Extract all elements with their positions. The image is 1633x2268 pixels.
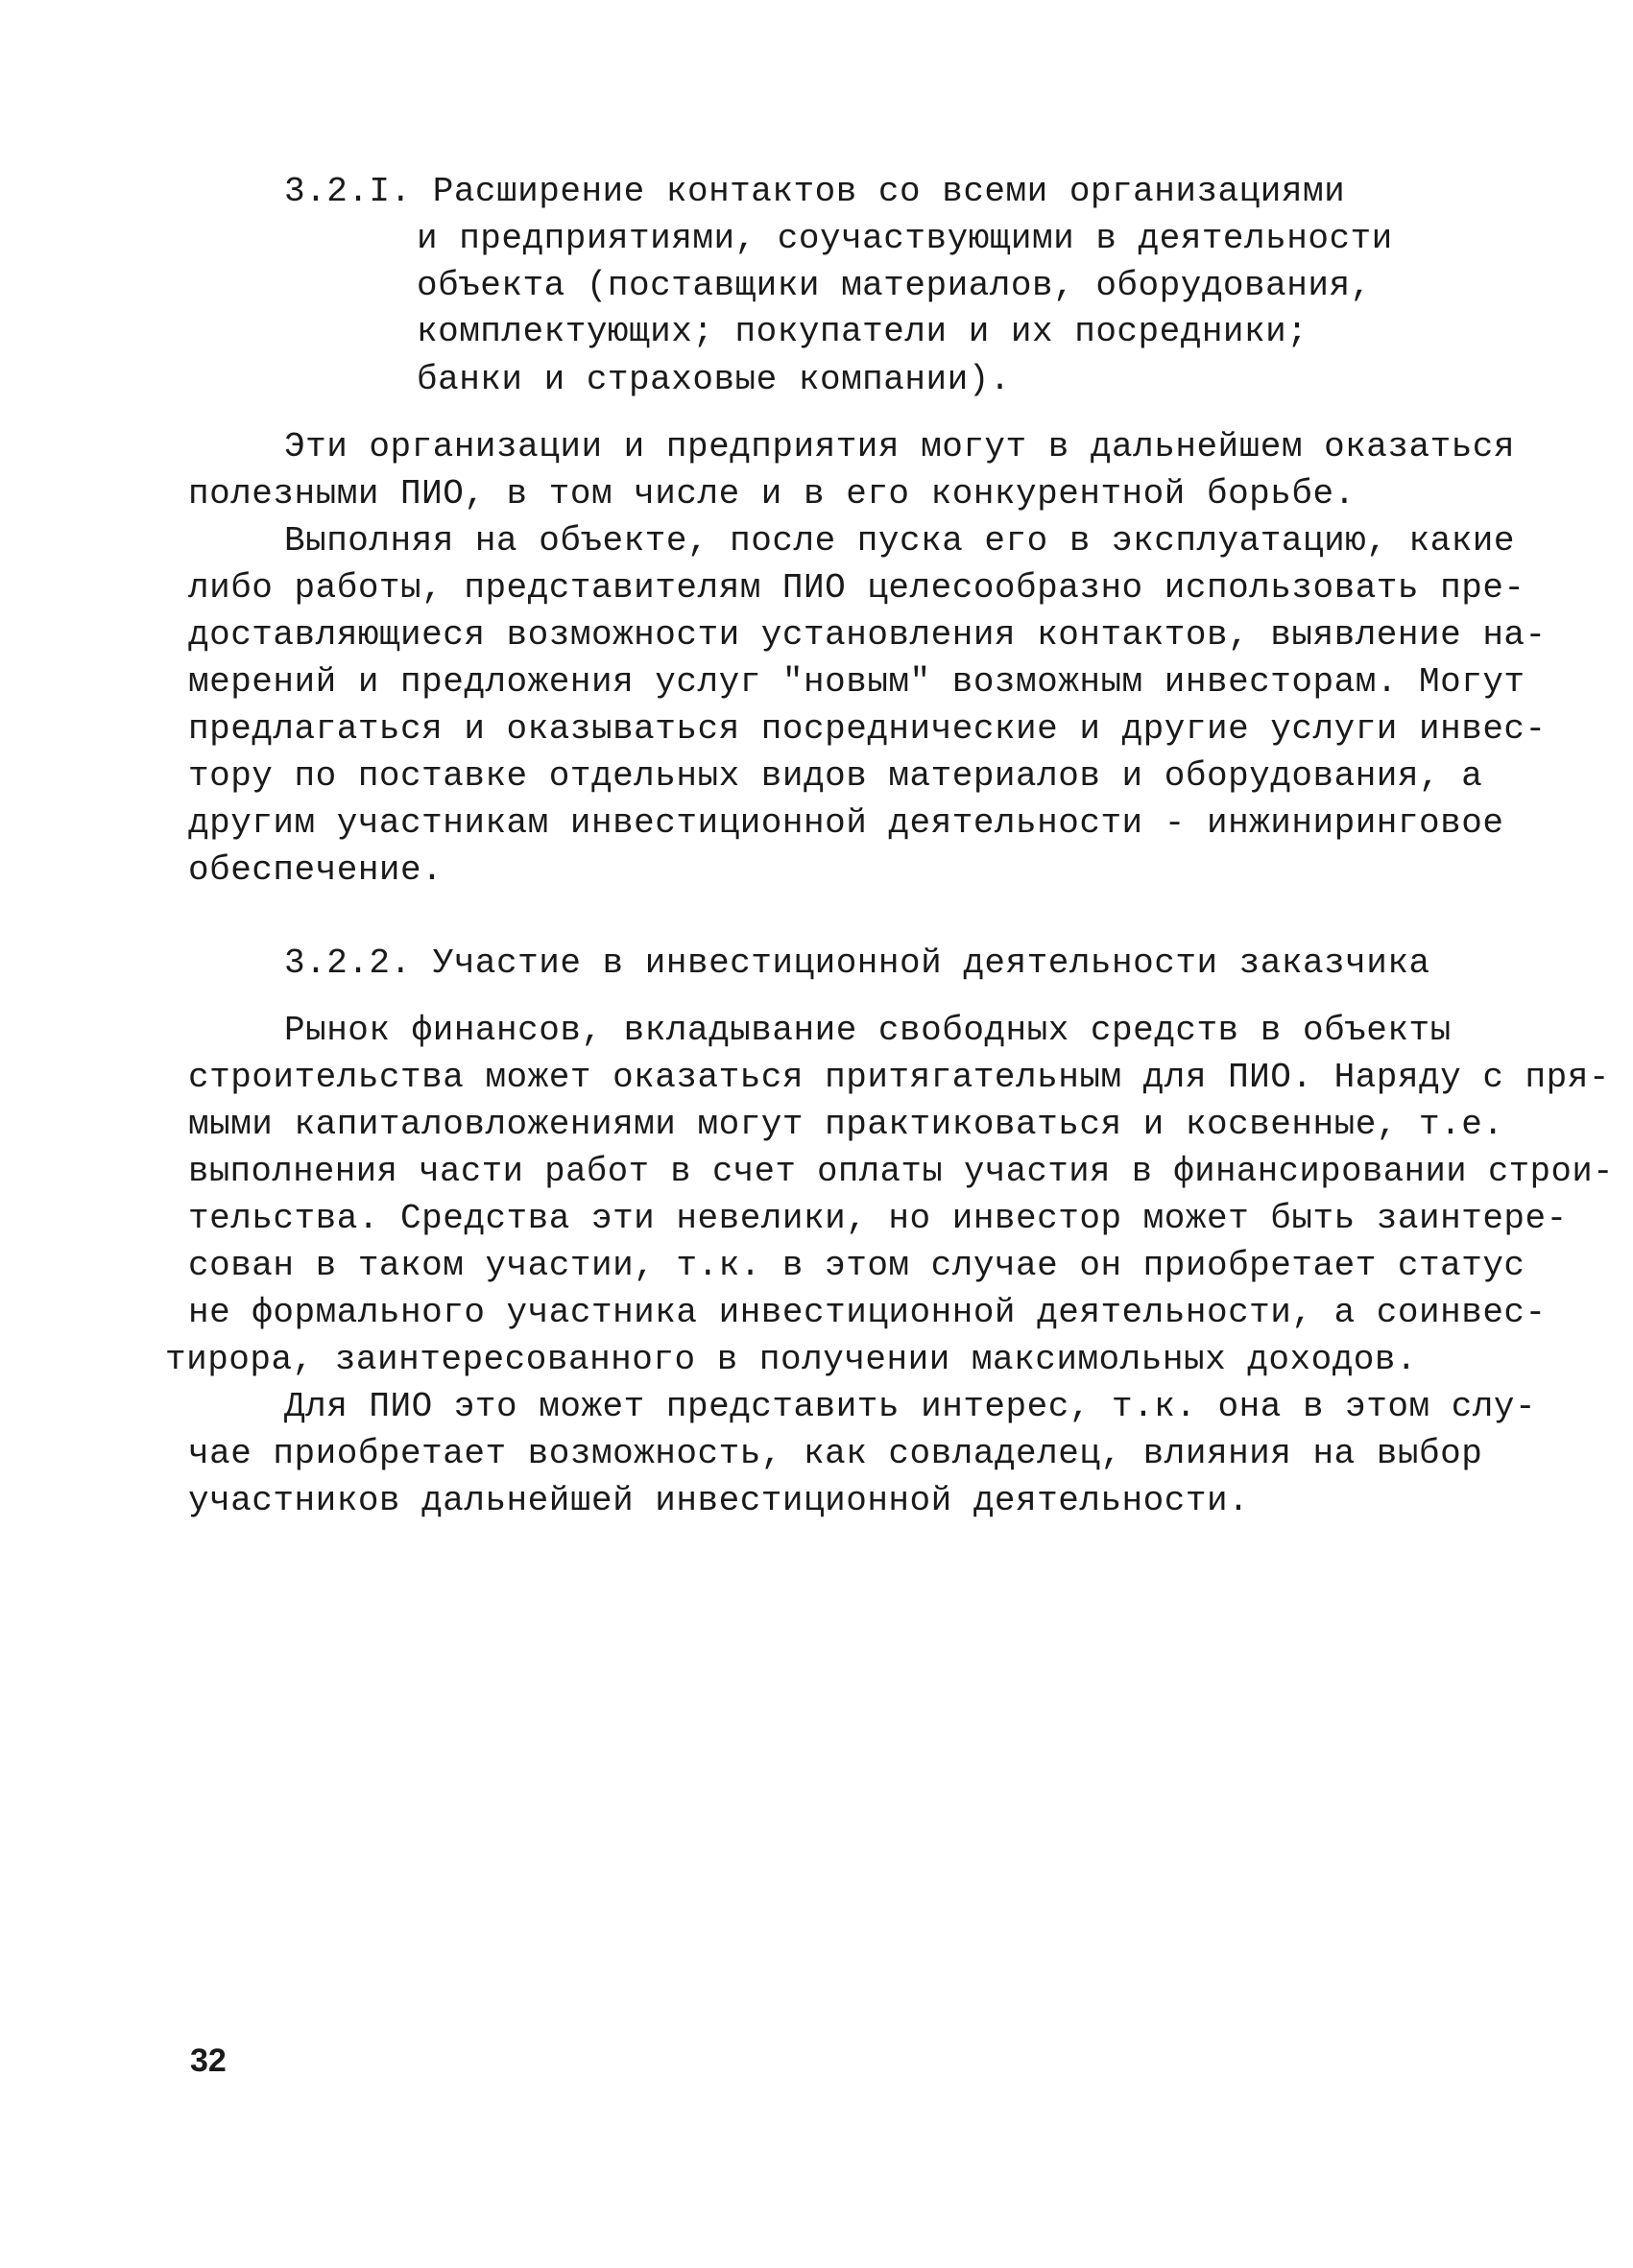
section-3-2-1-line-2: и предприятиями, соучаствующими в деятельности bbox=[417, 219, 1393, 258]
paragraph-2-line-6: тору по поставке отдельных видов материалов и оборудования, а bbox=[188, 756, 1483, 796]
paragraph-1-line-2: полезными ПИО, в том числе и в его конкурентной борьбе. bbox=[188, 474, 1356, 513]
paragraph-3-line-5: тельства. Средства эти невелики, но инвестор может быть заинтере- bbox=[188, 1199, 1568, 1238]
paragraph-1-line-1: Эти организации и предприятия могут в дальнейшем оказаться bbox=[284, 427, 1516, 466]
paragraph-4-line-1: Для ПИО это может представить интерес, т.к. она в этом слу- bbox=[284, 1387, 1537, 1426]
paragraph-3-line-3: мыми капиталовложениями могут практиковаться и косвенные, т.е. bbox=[188, 1105, 1504, 1144]
paragraph-3-line-6: сован в таком участии, т.к. в этом случае он приобретает статус bbox=[188, 1246, 1525, 1285]
paragraph-3-line-4: выполнения части работ в счет оплаты участия в финансировании строи- bbox=[188, 1152, 1615, 1191]
section-3-2-1-line-5: банки и страховые компании). bbox=[417, 360, 1011, 399]
paragraph-2-line-1: Выполняя на объекте, после пуска его в эксплуатацию, какие bbox=[284, 521, 1516, 561]
paragraph-3-line-2: строительства может оказаться притягательным для ПИО. Наряду с пря- bbox=[188, 1058, 1610, 1097]
paragraph-4-line-3: участников дальнейшей инвестиционной деятельности. bbox=[188, 1481, 1250, 1520]
page-number: 32 bbox=[190, 2042, 227, 2079]
paragraph-3-line-1: Рынок финансов, вкладывание свободных средств в объекты bbox=[284, 1011, 1452, 1050]
section-3-2-1-line-1: 3.2.I. Расширение контактов со всеми организациями bbox=[284, 172, 1346, 211]
section-3-2-1-line-4: комплектующих; покупатели и их посредники; bbox=[417, 312, 1309, 351]
paragraph-3-line-7: не формального участника инвестиционной деятельности, а соинвес- bbox=[188, 1293, 1547, 1332]
paragraph-2-line-2: либо работы, представителям ПИО целесообразно использовать пре- bbox=[188, 568, 1525, 608]
paragraph-2-line-4: мерений и предложения услуг "новым" возможным инвесторам. Могут bbox=[188, 662, 1525, 702]
paragraph-2-line-3: доставляющиеся возможности установления контактов, выявление на- bbox=[188, 615, 1547, 655]
paragraph-2-line-8: обеспечение. bbox=[188, 850, 444, 890]
paragraph-3-line-8: тирора, заинтересованного в получении максимольных доходов. bbox=[165, 1340, 1418, 1379]
section-3-2-1-line-3: объекта (поставщики материалов, оборудования, bbox=[417, 266, 1372, 305]
paragraph-2-line-7: другим участникам инвестиционной деятельности - инжиниринговое bbox=[188, 803, 1504, 843]
paragraph-4-line-2: чае приобретает возможность, как совладелец, влияния на выбор bbox=[188, 1434, 1483, 1473]
paragraph-2-line-5: предлагаться и оказываться посреднические и другие услуги инвес- bbox=[188, 709, 1547, 749]
section-3-2-2-heading: 3.2.2. Участие в инвестиционной деятельности заказчика bbox=[284, 943, 1430, 983]
